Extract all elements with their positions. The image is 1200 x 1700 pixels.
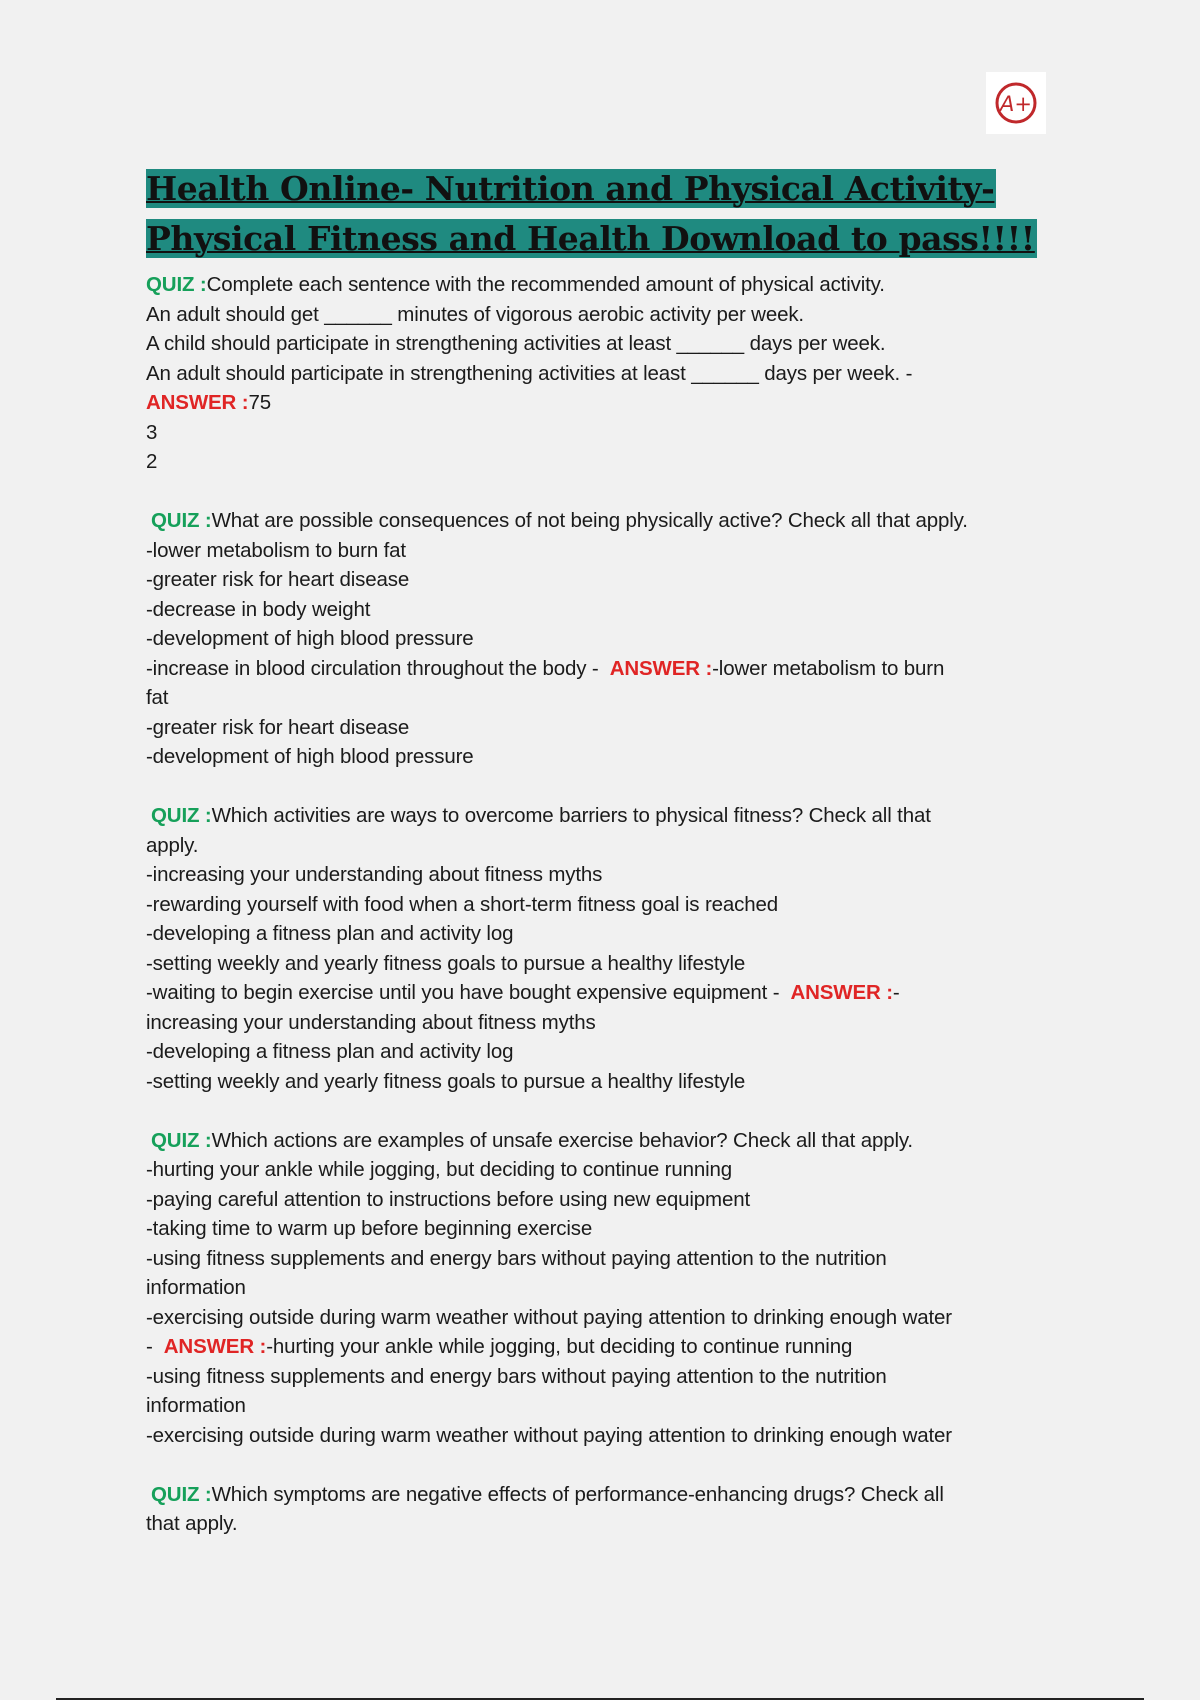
quiz-option: -greater risk for heart disease	[146, 568, 410, 591]
quiz-label: QUIZ :	[151, 1482, 212, 1506]
quiz-question-line	[146, 270, 1066, 300]
quiz-option-cont: information	[146, 1276, 246, 1299]
quiz-block-1	[146, 270, 1066, 477]
grade-badge	[986, 72, 1046, 134]
answer-item: 3	[146, 420, 158, 444]
quiz-question-cont: that apply.	[146, 1512, 238, 1535]
answer-item: -exercising outside during warm weather without paying attention to drinking enough water	[146, 1423, 952, 1447]
answer-line	[146, 388, 1066, 418]
answer-line	[146, 978, 1066, 1008]
answer-item: -using fitness supplements and energy bars without paying attention to the nutrition	[146, 1364, 887, 1388]
answer-item: -setting weekly and yearly fitness goals to pursue a healthy lifestyle	[146, 1069, 746, 1093]
answer-line	[146, 1332, 1066, 1362]
answer-label: ANSWER :	[146, 391, 249, 414]
quiz-option: -paying careful attention to instructions before using new equipment	[146, 1187, 751, 1211]
answer-item: 2	[146, 450, 158, 473]
quiz-option: -increase in blood circulation throughout the body -	[146, 656, 610, 680]
answer-item: -development of high blood pressure	[146, 745, 474, 768]
quiz-option: -taking time to warm up before beginning exercise	[146, 1217, 593, 1240]
answer-line	[146, 654, 1066, 684]
quiz-option: -exercising outside during warm weather without paying attention to drinking enough water	[146, 1305, 952, 1329]
a-plus-grade-icon	[986, 72, 1046, 134]
quiz-option: -using fitness supplements and energy bars without paying attention to the nutrition	[146, 1246, 887, 1270]
quiz-option: An adult should participate in strengthening activities at least ______ days per week. -	[146, 361, 913, 385]
quiz-question-cont: apply.	[146, 833, 199, 857]
quiz-question: Which activities are ways to overcome barriers to physical fitness? Check all that	[211, 804, 931, 827]
quiz-question: What are possible consequences of not being physically active? Check all that apply.	[211, 509, 968, 532]
quiz-option: A child should participate in strengthening activities at least ______ days per week.	[146, 332, 886, 355]
quiz-question-line	[146, 1480, 1066, 1510]
quiz-option: -rewarding yourself with food when a short-term fitness goal is reached	[146, 892, 778, 916]
document-body	[146, 164, 1066, 1568]
quiz-label: QUIZ :	[151, 1128, 212, 1152]
answer-label: ANSWER :	[609, 656, 713, 680]
quiz-option: -waiting to begin exercise until you have bought expensive equipment -	[146, 981, 791, 1004]
answer-label: ANSWER :	[790, 981, 893, 1004]
quiz-label: QUIZ :	[151, 509, 212, 532]
quiz-block-2	[146, 506, 1066, 772]
answer-item: -greater risk for heart disease	[146, 715, 410, 739]
answer-text: -hurting your ankle while jogging, but deciding to continue running	[266, 1335, 853, 1358]
quiz-question: Complete each sentence with the recommended amount of physical activity.	[206, 273, 885, 296]
answer-item: fat	[146, 686, 169, 709]
quiz-label: QUIZ :	[151, 804, 212, 827]
quiz-question: Which actions are examples of unsafe exercise behavior? Check all that apply.	[211, 1128, 913, 1152]
badge-text: A+	[1000, 92, 1032, 116]
answer-label: ANSWER :	[163, 1335, 267, 1358]
quiz-question-line	[146, 506, 1066, 536]
quiz-option: -decrease in body weight	[146, 597, 371, 621]
title-line-2: Physical Fitness and Health Download to pass!!!!	[146, 219, 1035, 258]
quiz-block-3	[146, 801, 1066, 1096]
quiz-block-4	[146, 1126, 1066, 1451]
quiz-option: An adult should get ______ minutes of vigorous aerobic activity per week.	[146, 302, 804, 326]
quiz-block-5	[146, 1480, 1066, 1539]
answer-prefix: -	[146, 1335, 164, 1358]
answer-text: -	[892, 981, 900, 1004]
quiz-option: -increasing your understanding about fitness myths	[146, 863, 603, 886]
quiz-option: -development of high blood pressure	[146, 627, 474, 650]
quiz-option: -lower metabolism to burn fat	[146, 538, 406, 562]
answer-item: information	[146, 1394, 246, 1417]
answer-text: -lower metabolism to burn	[712, 656, 945, 680]
quiz-question-line	[146, 1126, 1066, 1156]
answer-item: -developing a fitness plan and activity log	[146, 1040, 514, 1063]
quiz-question-line	[146, 801, 1066, 831]
quiz-option: -setting weekly and yearly fitness goals to pursue a healthy lifestyle	[146, 951, 746, 975]
quiz-option: -developing a fitness plan and activity log	[146, 922, 514, 945]
quiz-question: Which symptoms are negative effects of performance-enhancing drugs? Check all	[211, 1482, 944, 1506]
title-line-1: Health Online- Nutrition and Physical Activity-	[146, 169, 995, 208]
quiz-label: QUIZ :	[146, 273, 207, 296]
answer-text: 75	[248, 391, 271, 414]
quiz-option: -hurting your ankle while jogging, but deciding to continue running	[146, 1158, 732, 1181]
answer-item: increasing your understanding about fitness myths	[146, 1010, 596, 1034]
document-title	[146, 164, 1066, 264]
